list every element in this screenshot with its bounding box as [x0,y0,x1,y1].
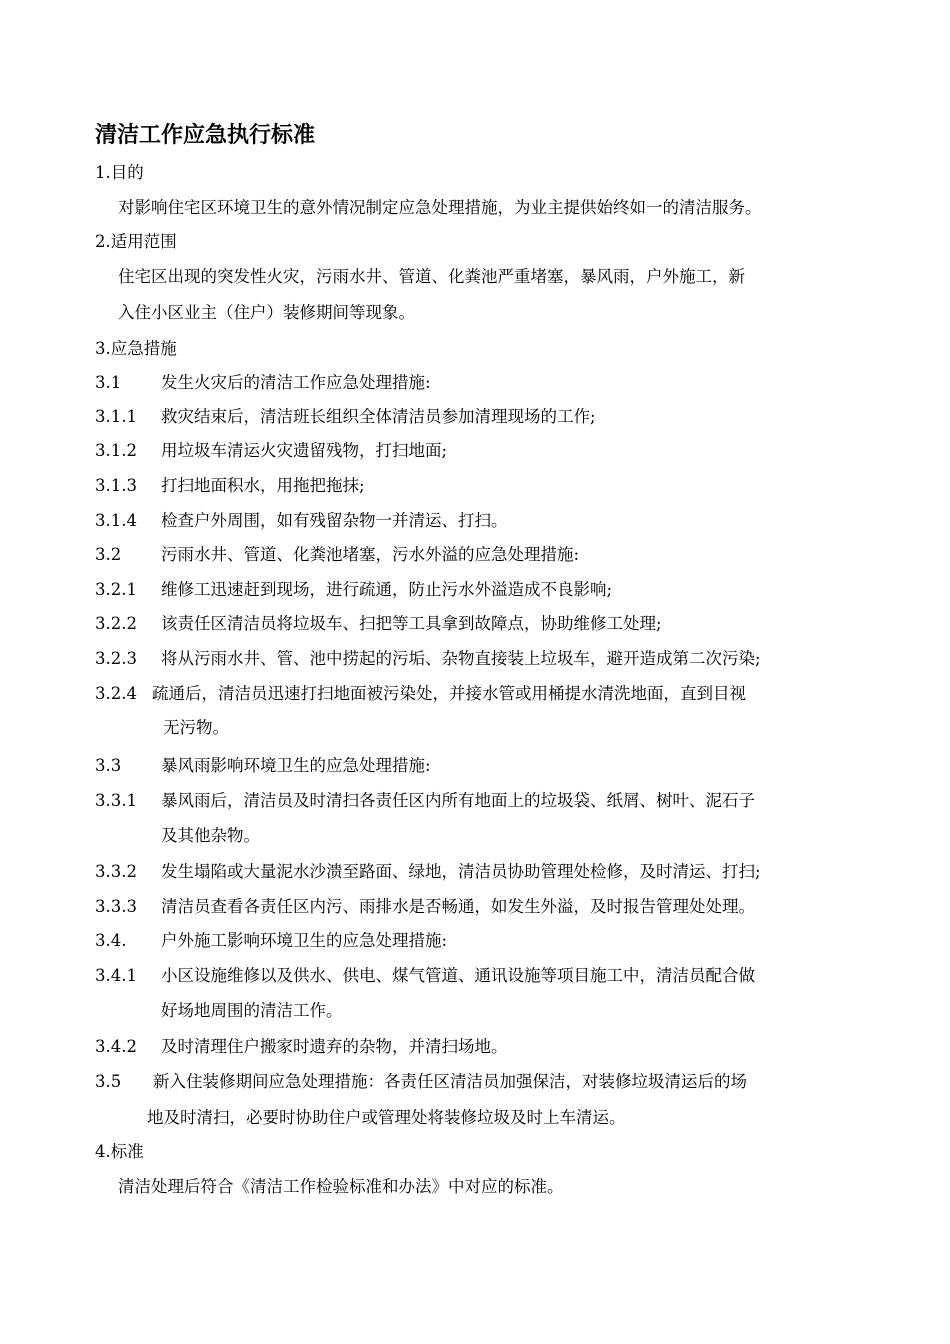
item-number: 3.3.2 [95,862,137,881]
list-item [95,644,875,674]
document-title: 清洁工作应急执行标准 [95,123,316,148]
list-item-continuation [95,1103,875,1133]
item-number: 3.1.3 [95,476,137,495]
item-text: 救灾结束后，清洁班长组织全体清洁员参加清理现场的工作; [161,407,596,426]
item-text: 户外施工影响环境卫生的应急处理措施: [161,931,448,950]
item-text: 新入住装修期间应急处理措施：各责任区清洁员加强保洁，对装修垃圾清运后的场 [153,1072,747,1091]
item-number: 3.2.3 [95,649,137,668]
item-text: 清洁员查看各责任区内污、雨排水是否畅通，如发生外溢，及时报告管理处处理。 [161,897,755,916]
list-item [95,961,875,991]
list-item [95,471,875,501]
list-item [95,1032,875,1062]
item-number: 3.3 [95,756,122,775]
item-number: 3.1.4 [95,511,137,530]
list-item [95,575,875,605]
item-text: 维修工迅速赶到现场，进行疏通，防止污水外溢造成不良影响; [161,580,613,599]
list-item-continuation [95,713,875,743]
item-number: 3.2.2 [95,614,137,633]
list-item [95,679,875,709]
item-number: 3.5 [95,1072,122,1091]
item-text: 打扫地面积水，用拖把拖抹; [161,476,365,495]
item-text: 用垃圾车清运火灾遗留残物，打扫地面; [161,441,448,460]
item-text: 暴风雨影响环境卫生的应急处理措施: [161,756,431,775]
list-item [95,436,875,466]
list-item [95,892,875,922]
item-text: 暴风雨后，清洁员及时清扫各责任区内所有地面上的垃圾袋、纸屑、树叶、泥石子 [161,791,755,810]
list-item [95,786,875,816]
section-4-body: 清洁处理后符合《清洁工作检验标准和办法》中对应的标准。 [118,1177,564,1196]
item-number: 3.4.2 [95,1037,137,1056]
item-number: 3.3.3 [95,897,137,916]
section-3-heading: 3.应急措施 [95,339,177,358]
item-text: 发生塌陷或大量泥水沙溃至路面、绿地，清洁员协助管理处检修，及时清运、打扫; [161,862,761,881]
section-4-heading: 4.标准 [95,1142,144,1161]
list-item [95,857,875,887]
list-item [95,402,875,432]
list-item-continuation [95,821,875,851]
item-text: 发生火灾后的清洁工作应急处理措施: [161,373,431,392]
list-item [95,368,875,398]
section-1-heading: 1.目的 [95,163,144,182]
item-number: 3.3.1 [95,791,137,810]
section-2-body-line-2: 入住小区业主（住户）装修期间等现象。 [118,303,415,322]
item-text: 好场地周围的清洁工作。 [161,1001,343,1020]
list-item-continuation [95,996,875,1026]
section-1-body: 对影响住宅区环境卫生的意外情况制定应急处理措施，为业主提供始终如一的清洁服务。 [118,198,762,217]
list-item [95,609,875,639]
item-text: 及其他杂物。 [161,826,260,845]
item-text: 无污物。 [163,718,229,737]
item-text: 检查户外周围，如有残留杂物一并清运、打扫。 [161,511,508,530]
item-number: 3.2.4 [95,684,137,703]
item-text: 小区设施维修以及供水、供电、煤气管道、通讯设施等项目施工中，清洁员配合做 [161,966,755,985]
section-2-body-line-1: 住宅区出现的突发性火灾，污雨水井、管道、化粪池严重堵塞，暴风雨，户外施工，新 [118,267,745,286]
item-number: 3.1.2 [95,441,137,460]
section-2-heading: 2.适用范围 [95,232,177,251]
item-text: 将从污雨水井、管、池中捞起的污垢、杂物直接装上垃圾车，避开造成第二次污染; [161,649,761,668]
list-item [95,926,875,956]
item-number: 3.1.1 [95,407,137,426]
item-text: 污雨水井、管道、化粪池堵塞，污水外溢的应急处理措施: [161,545,580,564]
item-text: 及时清理住户搬家时遗弃的杂物，并清扫场地。 [161,1037,508,1056]
item-number: 3.2 [95,545,122,564]
list-item [95,1067,875,1097]
item-text: 地及时清扫，必要时协助住户或管理处将装修垃圾及时上车清运。 [147,1108,626,1127]
item-number: 3.4. [95,931,127,950]
item-number: 3.4.1 [95,966,137,985]
item-text: 该责任区清洁员将垃圾车、扫把等工具拿到故障点，协助维修工处理; [161,614,662,633]
list-item [95,540,875,570]
item-number: 3.2.1 [95,580,137,599]
item-number: 3.1 [95,373,122,392]
item-text: 疏通后，清洁员迅速打扫地面被污染处，并接水管或用桶提水清洗地面，直到目视 [152,684,746,703]
list-item [95,751,875,781]
list-item [95,506,875,536]
